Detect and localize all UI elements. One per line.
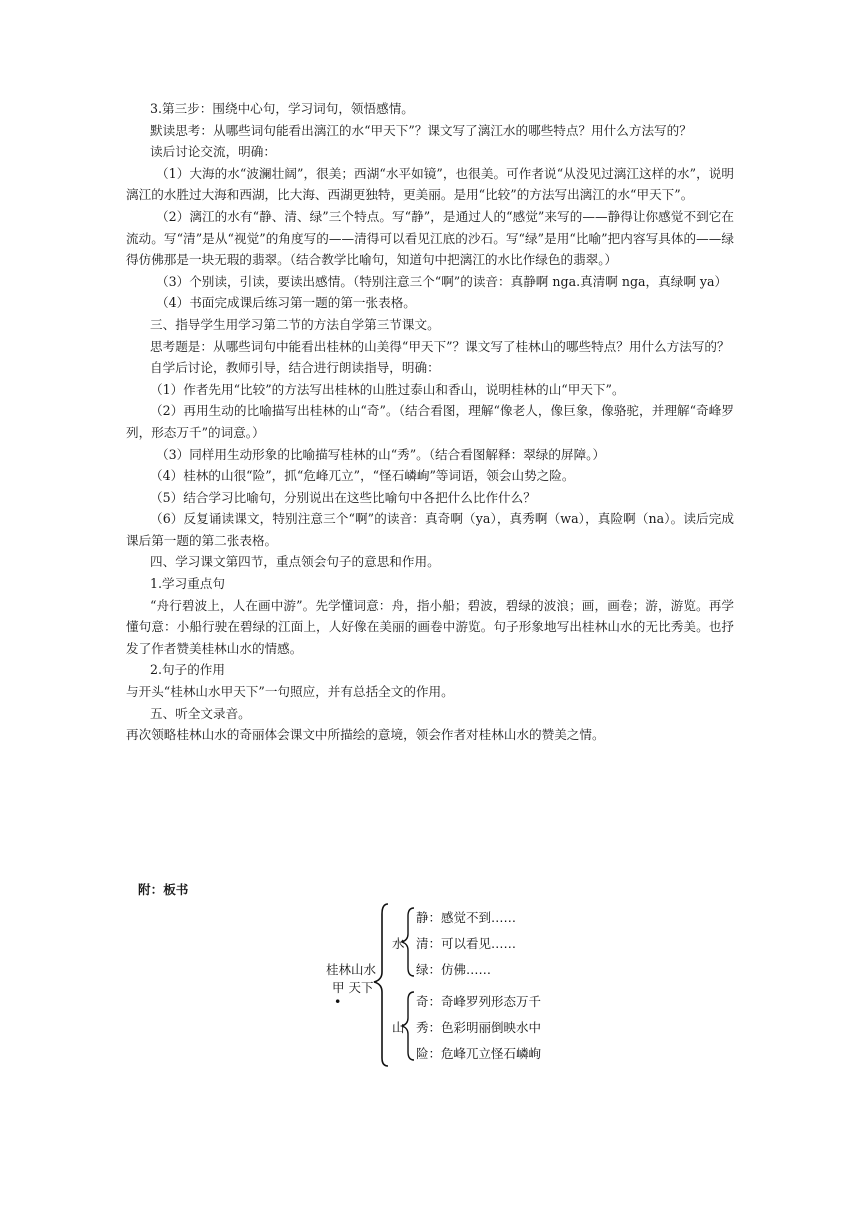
paragraph: 默读思考：从哪些词句能看出漓江的水“甲天下”？课文写了漓江水的哪些特点？用什么方法写的？ <box>150 122 692 138</box>
paragraph: （2）漓江的水有“静、清、绿”三个特点。写“静”，是通过人的“感觉”来写的——静得让你感觉不到它在流动。写“清”是从“视觉”的角度写的——清得可以看见江底的沙石。写“绿”是用“比喻”把内容写具体的——绿得仿佛那是一块无瑕的翡翠。（结合教学比喻句，知道句中把漓江的水比作绿色的翡翠。） <box>126 208 734 268</box>
board-water-label: 水 <box>392 936 405 951</box>
paragraph: （1）作者先用“比较”的方法写出桂林的山胜过泰山和香山，说明桂林的山“甲天下”。 <box>150 381 625 397</box>
board-mountain-item: 秀：色彩明丽倒映水中 <box>416 1020 542 1035</box>
paragraph: （2）再用生动的比喻描写出桂林的山“奇”。（结合看图，理解“像老人，像巨象，像骆驼，并理解“奇峰罗列，形态万千”的词意。） <box>126 403 734 440</box>
blackboard-diagram <box>320 900 570 1070</box>
paragraph: 四、学习课文第四节，重点领会句子的意思和作用。 <box>150 554 440 570</box>
paragraph: “舟行碧波上，人在画中游”。先学懂词意：舟，指小船；碧波，碧绿的波浪；画，画卷；游，游览。再学懂句意：小船行驶在碧绿的江面上，人好像在美丽的画卷中游览。句子形象地写出桂林山水的无比秀美。也抒发了作者赞美桂林山水的情感。 <box>126 597 734 656</box>
lesson-text <box>126 98 734 746</box>
board-mountain-item: 奇：奇峰罗列形态万千 <box>416 994 542 1009</box>
board-mountain-label: 山 <box>392 1020 405 1035</box>
paragraph: （4）书面完成课后练习第一题的第一张表格。 <box>156 295 416 311</box>
paragraph: 五、听全文录音。 <box>150 705 251 721</box>
paragraph: （3）同样用生动形象的比喻描写桂林的山“秀”。（结合看图解释：翠绿的屏障。） <box>156 446 606 462</box>
board-water-item: 绿：仿佛…… <box>416 962 492 977</box>
board-water-item: 清：可以看见…… <box>416 936 517 951</box>
board-title-line1: 桂林山水 <box>326 962 377 977</box>
paragraph: 三、指导学生用学习第二节的方法自学第三节课文。 <box>150 316 440 332</box>
paragraph: 再次领略桂林山水的奇丽体会课文中所描绘的意境，领会作者对桂林山水的赞美之情。 <box>126 727 605 743</box>
paragraph: 读后讨论交流，明确： <box>150 144 276 160</box>
paragraph: 自学后讨论，教师引导，结合进行朗读指导，明确： <box>150 360 440 376</box>
paragraph: 与开头“桂林山水甲天下”一句照应，并有总括全文的作用。 <box>126 684 454 700</box>
paragraph: （5）结合学习比喻句，分别说出在这些比喻句中各把什么比作什么？ <box>150 489 536 505</box>
board-water-item: 静：感觉不到…… <box>416 910 517 925</box>
board-mountain-item: 险：危峰兀立怪石嶙峋 <box>416 1046 542 1061</box>
paragraph: 2.句子的作用 <box>150 662 225 678</box>
paragraph: 思考题是：从哪些词句中能看出桂林的山美得“甲天下”？课文写了桂林山的哪些特点？用什么方法写的？ <box>150 338 730 354</box>
board-title-dot: • <box>334 994 342 1009</box>
paragraph: （1）大海的水“波澜壮阔”，很美；西湖“水平如镜”，也很美。可作者说“从没见过漓江这样的水”，说明漓江的水胜过大海和西湖，比大海、西湖更独特，更美丽。是用“比较”的方法写出漓江的水“甲天下”。 <box>126 165 734 203</box>
paragraph: （4）桂林的山很“险”，抓“危峰兀立”，“怪石嶙峋”等词语，领会山势之险。 <box>150 468 575 484</box>
paragraph: （3）个别读，引读，要读出感情。（特别注意三个“啊”的读音：真静啊 nga.真清啊 nga，真绿啊 ya） <box>156 273 728 289</box>
paragraph: 3.第三步：围绕中心句，学习词句，领悟感情。 <box>150 101 414 116</box>
board-title-line2: 甲 天下 <box>332 980 374 995</box>
paragraph: 1.学习重点句 <box>150 576 225 592</box>
appendix-label: 附：板书 <box>138 882 189 897</box>
paragraph: （6）反复诵读课文，特别注意三个“啊”的读音：真奇啊（ya），真秀啊（wa），真险啊（na）。读后完成课后第一题的第二张表格。 <box>126 511 734 548</box>
